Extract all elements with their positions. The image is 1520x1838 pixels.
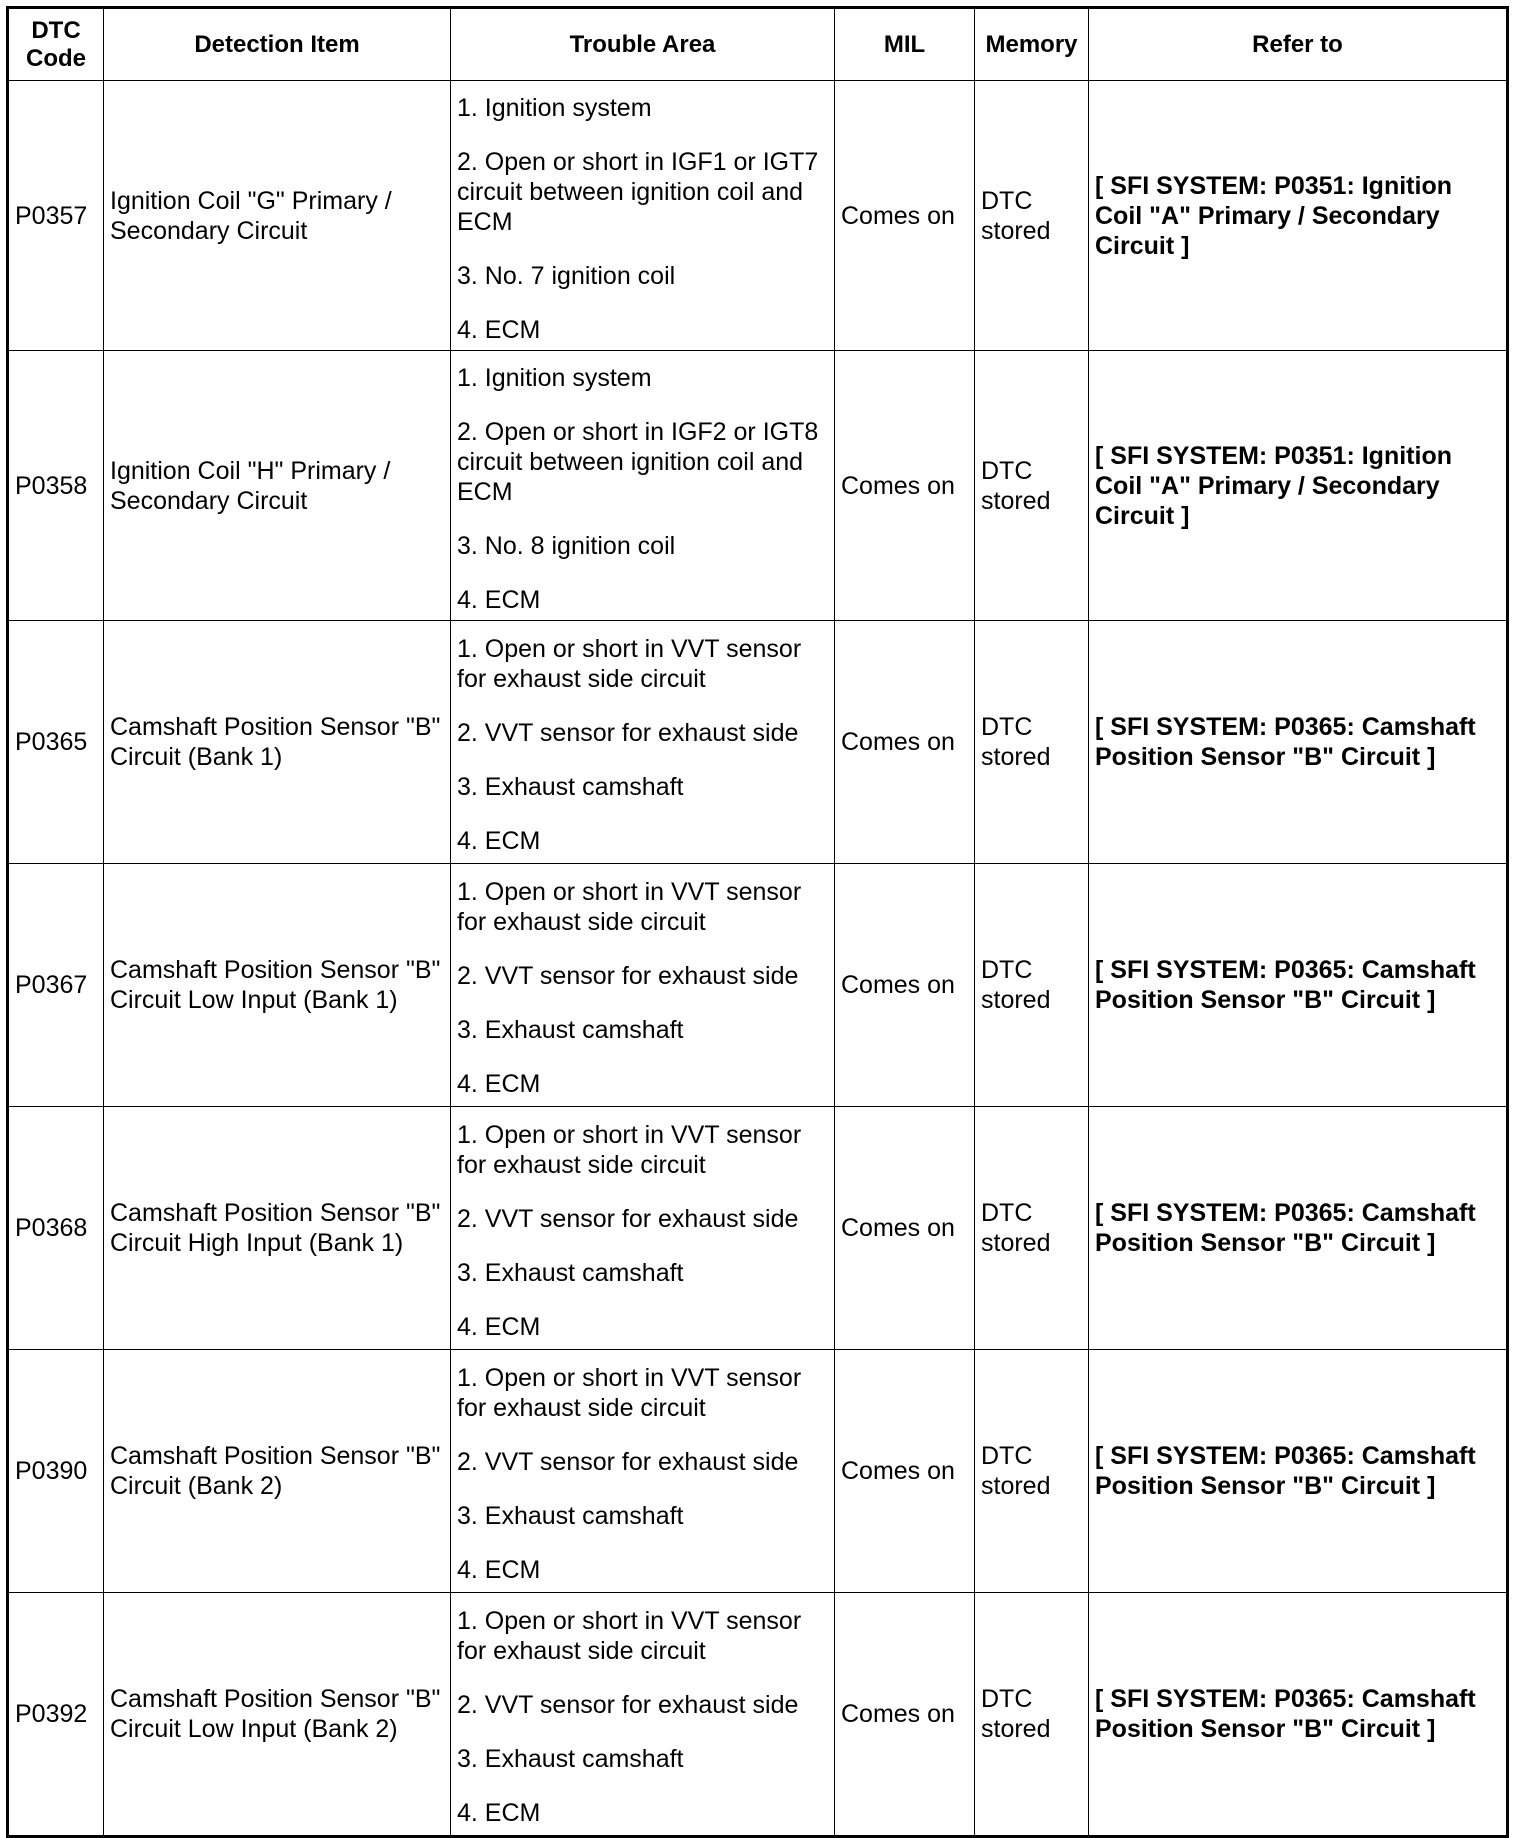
- trouble-area: [451, 1350, 835, 1593]
- detection-item: Camshaft Position Sensor "B" Circuit (Bank 2): [104, 1350, 451, 1593]
- trouble-item: 4. ECM: [457, 1799, 541, 1827]
- trouble-item: 4. ECM: [457, 827, 541, 855]
- trouble-item: 1. Open or short in VVT sensor for exhaust side circuit: [457, 1121, 802, 1179]
- dtc-code: P0367: [8, 864, 104, 1107]
- mil-status: Comes on: [835, 864, 975, 1107]
- trouble-area: [451, 81, 835, 351]
- table-row: [8, 1107, 1508, 1350]
- detection-item: Camshaft Position Sensor "B" Circuit Low Input (Bank 1): [104, 864, 451, 1107]
- memory-status: DTC stored: [975, 864, 1089, 1107]
- trouble-item: 2. VVT sensor for exhaust side: [457, 1691, 799, 1719]
- trouble-item: 1. Ignition system: [457, 363, 652, 392]
- trouble-item: 4. ECM: [457, 1070, 541, 1098]
- trouble-item: 3. Exhaust camshaft: [457, 1745, 684, 1773]
- memory-status: DTC stored: [975, 1350, 1089, 1593]
- trouble-item: 1. Open or short in VVT sensor for exhaust side circuit: [457, 1364, 802, 1422]
- trouble-item: 3. Exhaust camshaft: [457, 773, 684, 801]
- trouble-item: 1. Open or short in VVT sensor for exhaust side circuit: [457, 878, 802, 936]
- memory-status: DTC stored: [975, 1593, 1089, 1837]
- refer-to-link: [ SFI SYSTEM: P0365: Camshaft Position Sensor "B" Circuit ]: [1089, 1350, 1508, 1593]
- refer-to-link: [ SFI SYSTEM: P0351: Ignition Coil "A" Primary / Secondary Circuit ]: [1089, 81, 1508, 351]
- trouble-item: 3. Exhaust camshaft: [457, 1259, 684, 1287]
- memory-status: DTC stored: [975, 81, 1089, 351]
- trouble-item: 4. ECM: [457, 1313, 541, 1341]
- memory-status: DTC stored: [975, 1107, 1089, 1350]
- trouble-area: [451, 1107, 835, 1350]
- table-row: [8, 1350, 1508, 1593]
- dtc-code: P0392: [8, 1593, 104, 1837]
- memory-status: DTC stored: [975, 621, 1089, 864]
- trouble-item: 4. ECM: [457, 1556, 541, 1584]
- table-header-row: [8, 8, 1508, 81]
- dtc-code: P0365: [8, 621, 104, 864]
- table-row: [8, 1593, 1508, 1837]
- detection-item: Camshaft Position Sensor "B" Circuit High Input (Bank 1): [104, 1107, 451, 1350]
- trouble-area: [451, 864, 835, 1107]
- header-refer-to: Refer to: [1089, 8, 1508, 81]
- trouble-item: 3. No. 7 ignition coil: [457, 261, 676, 290]
- mil-status: Comes on: [835, 351, 975, 621]
- trouble-area: [451, 351, 835, 621]
- header-memory: Memory: [975, 8, 1089, 81]
- trouble-item: 4. ECM: [457, 315, 541, 344]
- trouble-item: 4. ECM: [457, 585, 541, 614]
- dtc-table: [6, 6, 1509, 1838]
- dtc-code: P0357: [8, 81, 104, 351]
- detection-item: Camshaft Position Sensor "B" Circuit (Bank 1): [104, 621, 451, 864]
- refer-to-link: [ SFI SYSTEM: P0351: Ignition Coil "A" Primary / Secondary Circuit ]: [1089, 351, 1508, 621]
- mil-status: Comes on: [835, 81, 975, 351]
- mil-status: Comes on: [835, 1593, 975, 1837]
- dtc-code: P0368: [8, 1107, 104, 1350]
- header-dtc-code: DTC Code: [8, 8, 104, 81]
- header-trouble-area: Trouble Area: [451, 8, 835, 81]
- trouble-item: 3. No. 8 ignition coil: [457, 531, 676, 560]
- trouble-item: 2. VVT sensor for exhaust side: [457, 719, 799, 747]
- refer-to-link: [ SFI SYSTEM: P0365: Camshaft Position Sensor "B" Circuit ]: [1089, 621, 1508, 864]
- refer-to-link: [ SFI SYSTEM: P0365: Camshaft Position Sensor "B" Circuit ]: [1089, 1593, 1508, 1837]
- refer-to-link: [ SFI SYSTEM: P0365: Camshaft Position Sensor "B" Circuit ]: [1089, 864, 1508, 1107]
- trouble-item: 1. Open or short in VVT sensor for exhaust side circuit: [457, 1607, 802, 1665]
- trouble-item: 2. Open or short in IGF1 or IGT7 circuit between ignition coil and ECM: [457, 147, 819, 236]
- mil-status: Comes on: [835, 621, 975, 864]
- trouble-item: 3. Exhaust camshaft: [457, 1016, 684, 1044]
- trouble-area: [451, 621, 835, 864]
- trouble-item: 2. Open or short in IGF2 or IGT8 circuit between ignition coil and ECM: [457, 417, 819, 506]
- trouble-item: 1. Open or short in VVT sensor for exhaust side circuit: [457, 635, 802, 693]
- mil-status: Comes on: [835, 1350, 975, 1593]
- table-row: [8, 864, 1508, 1107]
- table-row: [8, 621, 1508, 864]
- trouble-area: [451, 1593, 835, 1837]
- header-mil: MIL: [835, 8, 975, 81]
- trouble-item: 2. VVT sensor for exhaust side: [457, 1205, 799, 1233]
- header-detection-item: Detection Item: [104, 8, 451, 81]
- memory-status: DTC stored: [975, 351, 1089, 621]
- refer-to-link: [ SFI SYSTEM: P0365: Camshaft Position Sensor "B" Circuit ]: [1089, 1107, 1508, 1350]
- dtc-code: P0390: [8, 1350, 104, 1593]
- detection-item: Ignition Coil "H" Primary / Secondary Circuit: [104, 351, 451, 621]
- detection-item: Camshaft Position Sensor "B" Circuit Low Input (Bank 2): [104, 1593, 451, 1837]
- table-row: [8, 351, 1508, 621]
- mil-status: Comes on: [835, 1107, 975, 1350]
- trouble-item: 3. Exhaust camshaft: [457, 1502, 684, 1530]
- dtc-code: P0358: [8, 351, 104, 621]
- table-row: [8, 81, 1508, 351]
- trouble-item: 1. Ignition system: [457, 93, 652, 122]
- trouble-item: 2. VVT sensor for exhaust side: [457, 962, 799, 990]
- detection-item: Ignition Coil "G" Primary / Secondary Circuit: [104, 81, 451, 351]
- trouble-item: 2. VVT sensor for exhaust side: [457, 1448, 799, 1476]
